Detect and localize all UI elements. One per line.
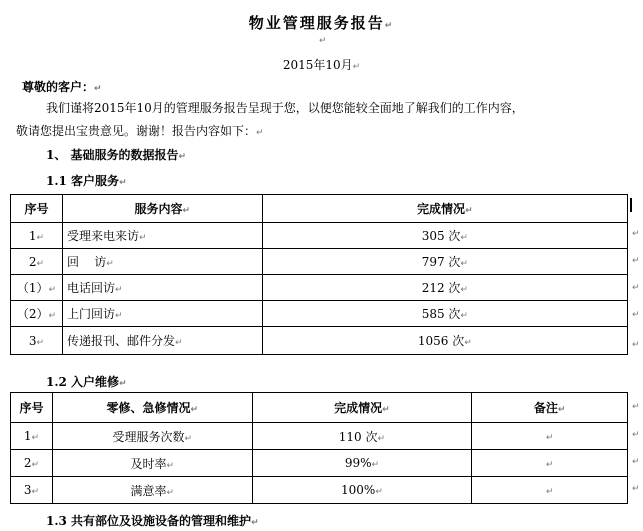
cell-text: 满意率 <box>130 483 167 498</box>
table-row <box>11 327 628 355</box>
table-row <box>11 275 628 301</box>
section-heading-text: 1.1 客户服务 <box>46 174 120 188</box>
cell-mark: ↵ <box>114 311 123 321</box>
paragraph-mark: ↵ <box>178 152 187 162</box>
cell-content <box>62 223 262 249</box>
row-end-mark: ↵ <box>632 340 640 350</box>
paragraph-mark: ↵ <box>384 21 395 31</box>
paragraph-mark: ↵ <box>94 84 102 94</box>
header-cell-no: 序号 <box>11 393 53 423</box>
cell-content <box>62 249 262 275</box>
table-row <box>11 223 628 249</box>
section-heading-text: 1、 基础服务的数据报告 <box>46 148 179 162</box>
row-end-mark: ↵ <box>632 310 640 320</box>
cell-no <box>11 423 53 450</box>
cell-mark: ↵ <box>460 285 468 295</box>
cell-text: 上门回访 <box>66 307 115 321</box>
cell-mark: ↵ <box>460 311 468 321</box>
cell-result <box>262 249 627 275</box>
table-header-row <box>11 393 628 423</box>
cell-content <box>62 327 262 355</box>
header-text: 备注 <box>533 401 558 415</box>
cell-no <box>11 301 63 327</box>
cell-mark: ↵ <box>138 233 147 243</box>
cell-result <box>262 223 627 249</box>
cell-text: 99% <box>344 456 372 470</box>
cell-note <box>472 423 628 450</box>
paragraph-mark: ↵ <box>352 62 361 72</box>
customer-service-table <box>10 194 628 355</box>
cell-text: 797 次 <box>421 255 461 269</box>
cell-mark: ↵ <box>31 433 40 443</box>
paragraph-mark: ↵ <box>256 128 264 138</box>
cell-mark: ↵ <box>36 337 45 348</box>
cell-text: 305 次 <box>421 229 461 243</box>
cell-content <box>52 477 252 504</box>
header-cell-note <box>472 393 628 423</box>
cell-mark: ↵ <box>190 405 199 415</box>
header-text: 完成情况 <box>334 401 383 415</box>
section-heading-text: 1.3 共有部位及设施设备的管理和维护 <box>46 514 252 528</box>
cell-content <box>62 301 262 327</box>
cell-mark: ↵ <box>375 487 383 497</box>
cell-no <box>11 450 53 477</box>
text-cursor <box>630 198 632 212</box>
table-row <box>11 249 628 275</box>
header-cell-result <box>252 393 472 423</box>
cell-mark: ↵ <box>184 433 193 444</box>
cell-text: 传递报刊、邮件分发 <box>66 334 175 348</box>
cell-mark: ↵ <box>377 433 386 444</box>
cell-no <box>11 223 63 249</box>
cell-mark: ↵ <box>106 259 114 269</box>
section-heading-1 <box>46 146 186 163</box>
row-end-mark: ↵ <box>632 229 640 239</box>
cell-mark: ↵ <box>460 259 468 269</box>
cell-no <box>11 477 53 504</box>
cell-mark: ↵ <box>31 487 40 497</box>
cell-mark: ↵ <box>48 311 57 321</box>
cell-result <box>262 275 627 301</box>
header-text: 完成情况 <box>417 202 466 216</box>
cell-text: 3 <box>23 483 32 497</box>
paragraph-mark: ↵ <box>319 36 327 46</box>
cell-mark: ↵ <box>48 285 57 295</box>
cell-text: 110 次 <box>338 429 378 444</box>
table-header-row <box>11 195 628 223</box>
cell-mark: ↵ <box>464 338 472 348</box>
cell-text: 1 <box>28 228 37 243</box>
cell-mark: ↵ <box>31 460 40 470</box>
cell-note <box>472 450 628 477</box>
cell-text: 2 <box>28 254 37 269</box>
cell-mark: ↵ <box>460 233 468 243</box>
cell-mark: ↵ <box>114 285 123 295</box>
section-heading-1-2 <box>46 373 127 390</box>
paragraph-mark: ↵ <box>119 178 127 188</box>
cell-mark: ↵ <box>166 487 175 498</box>
greeting <box>22 78 102 95</box>
greeting-text: 尊敬的客户： <box>22 80 95 94</box>
cell-result <box>252 423 472 450</box>
cell-result <box>262 327 627 355</box>
cell-mark: ↵ <box>545 433 554 443</box>
report-date <box>0 56 643 73</box>
cell-mark: ↵ <box>36 258 45 269</box>
cell-text: 及时率 <box>130 456 167 471</box>
intro-line2-text: 敬请您提出宝贵意见。谢谢！报告内容如下： <box>16 124 257 138</box>
paragraph-mark: ↵ <box>119 379 127 389</box>
cell-text: （1） <box>16 281 49 295</box>
cell-text: 1 <box>23 429 32 443</box>
header-cell-content <box>52 393 252 423</box>
cell-mark: ↵ <box>166 460 175 471</box>
row-end-mark: ↵ <box>632 430 640 440</box>
cell-no <box>11 249 63 275</box>
cell-result <box>252 450 472 477</box>
cell-text: 3 <box>28 333 37 348</box>
cell-mark: ↵ <box>382 405 390 415</box>
cell-mark: ↵ <box>182 206 191 216</box>
cell-mark: ↵ <box>545 487 554 497</box>
cell-text: 585 次 <box>421 307 461 321</box>
cell-mark: ↵ <box>36 232 45 243</box>
row-end-mark: ↵ <box>632 402 640 412</box>
cell-mark: ↵ <box>557 405 566 415</box>
intro-paragraph-line1: 我们谨将2015年10月的管理服务报告呈现于您，以便您能较全面地了解我们的工作内容， <box>46 101 524 115</box>
date-text: 2015年10月 <box>282 58 353 72</box>
cell-mark: ↵ <box>174 338 183 348</box>
row-end-mark: ↵ <box>632 283 640 293</box>
cell-text: 212 次 <box>421 281 461 295</box>
table-row <box>11 477 628 504</box>
cell-text: 1056 次 <box>417 334 465 348</box>
table-row <box>11 450 628 477</box>
cell-text: 2 <box>23 456 32 470</box>
cell-mark: ↵ <box>465 206 473 216</box>
section-heading-1-3 <box>46 512 259 529</box>
cell-result <box>252 477 472 504</box>
home-repair-table <box>10 392 628 504</box>
table-row <box>11 423 628 450</box>
cell-text: 电话回访 <box>66 281 115 295</box>
row-end-mark: ↵ <box>632 256 640 266</box>
row-end-mark: ↵ <box>632 457 640 467</box>
cell-mark: ↵ <box>371 460 380 470</box>
document-title <box>0 12 643 33</box>
cell-note <box>472 477 628 504</box>
cell-content <box>52 423 252 450</box>
cell-text: （2） <box>16 307 49 321</box>
section-heading-1-1 <box>46 172 127 189</box>
header-text: 零修、急修情况 <box>106 401 191 415</box>
header-cell-content <box>62 195 262 223</box>
table-row <box>11 301 628 327</box>
title-text: 物业管理服务报告 <box>248 14 385 32</box>
intro-paragraph-line2 <box>16 122 264 139</box>
cell-no <box>11 275 63 301</box>
paragraph-mark: ↵ <box>251 518 259 528</box>
cell-no <box>11 327 63 355</box>
row-end-mark: ↵ <box>632 484 640 494</box>
cell-text: 受理服务次数 <box>112 429 185 444</box>
cell-mark: ↵ <box>545 460 554 470</box>
section-heading-text: 1.2 入户维修 <box>46 375 120 389</box>
cell-content <box>62 275 262 301</box>
cell-text: 100% <box>341 483 376 497</box>
cell-content <box>52 450 252 477</box>
header-cell-no: 序号 <box>11 195 63 223</box>
cell-text: 受理来电来访 <box>66 229 139 243</box>
cell-text: 回 访 <box>66 255 107 269</box>
cell-result <box>262 301 627 327</box>
header-text: 服务内容 <box>134 202 183 216</box>
header-cell-result <box>262 195 627 223</box>
